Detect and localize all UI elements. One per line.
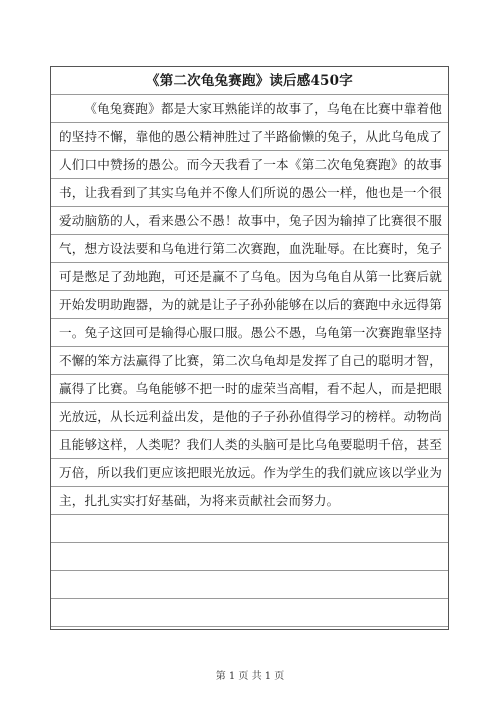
page-number-footer: 第 1 页 共 1 页 [215,671,285,682]
essay-body: 《龟兔赛跑》都是大家耳熟能详的故事了，乌龟在比赛中靠着他的坚持不懈，靠他的愚公精神胜过了半路偷懒的兔子，从此乌龟成了人们口中赞扬的愚公。而今天我看了一本《第二次龟兔赛跑》的故事书，让我看到了其实乌龟并不像人们所说的愚公一样，他也是一个很爱动脑筋的人，看来愚公不愚！故事中，兔子因为输掉了比赛很不服气，想方设法要和乌龟进行第二次赛跑，血洗耻辱。在比赛时，兔子可是憋足了劲地跑，可还是赢不了乌龟。因为乌龟自从第一比赛后就开始发明助跑器，为的就是让子子孙孙能够在以后的赛跑中永远得第一。兔子这回可是输得心服口服。愚公不愚，乌龟第一次赛跑靠坚持不懈的笨方法赢得了比赛，第二次乌龟却是发挥了自己的聪明才智，赢得了比赛。乌龟能够不把一时的虚荣当高帽，看不起人，而是把眼光放远，从长远利益出发，是他的子子孙孙值得学习的榜样。动物尚且能够这样，人类呢？我们人类的头脑可是比乌龟要聪明千倍，甚至万倍，所以我们更应该把眼光放远。作为学生的我们就应该以学业为主，扎扎实实打好基础，为将来贡献社会而努力。 [59,101,442,508]
essay-title: 《第二次龟兔赛跑》读后感450字 [146,73,353,89]
lined-essay-sheet [50,66,449,630]
